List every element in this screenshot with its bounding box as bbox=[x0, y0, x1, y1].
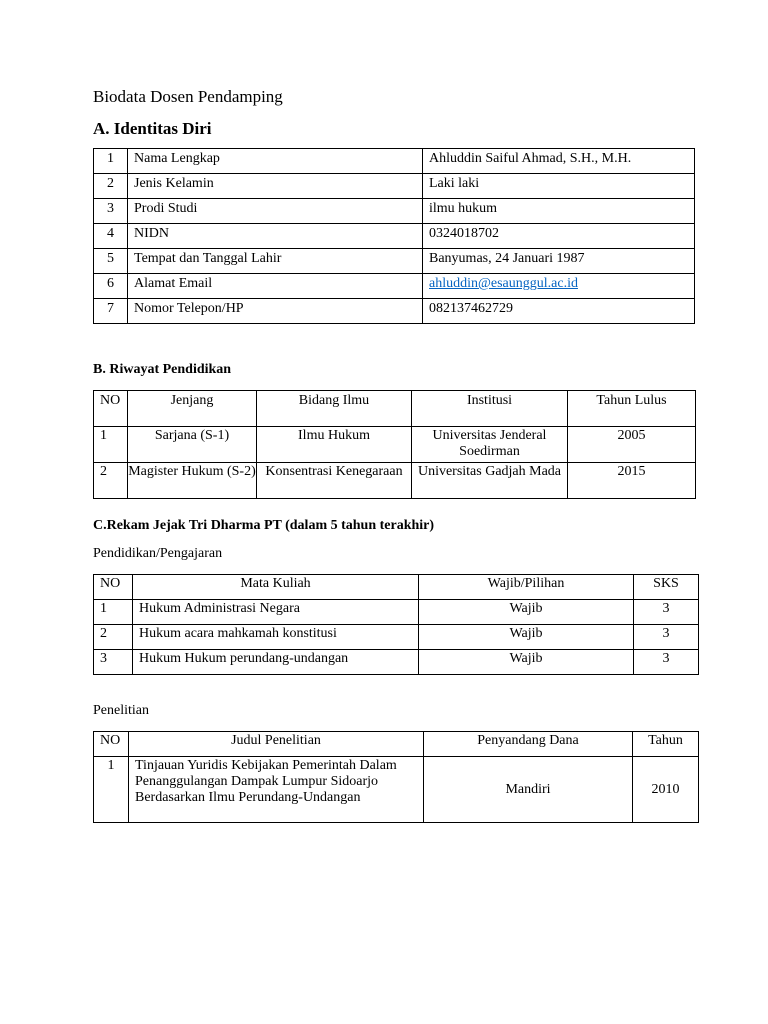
table-row: 1 Nama Lengkap Ahluddin Saiful Ahmad, S.H., M.H. bbox=[94, 149, 695, 174]
section-b-heading: B. Riwayat Pendidikan bbox=[93, 362, 232, 377]
table-row: 2 Magister Hukum (S-2) Konsentrasi Kenegaraan Universitas Gadjah Mada 2015 bbox=[94, 463, 696, 499]
teaching-subheading: Pendidikan/Pengajaran bbox=[93, 546, 223, 561]
identity-table bbox=[93, 148, 695, 324]
table-row: 1 Hukum Administrasi Negara Wajib 3 bbox=[94, 600, 699, 625]
section-a-heading: A. Identitas Diri bbox=[93, 119, 212, 138]
table-row: 3 Prodi Studi ilmu hukum bbox=[94, 199, 695, 224]
document-title: Biodata Dosen Pendamping bbox=[93, 87, 283, 106]
table-row: 1 Tinjauan Yuridis Kebijakan Pemerintah Dalam Penanggulangan Dampak Lumpur Sidoarjo Berdasarkan Ilmu Perundang-Undangan Mandiri 2010 bbox=[94, 757, 699, 823]
table-row: 6 Alamat Email ahluddin@esaunggul.ac.id bbox=[94, 274, 695, 299]
teaching-table bbox=[93, 574, 699, 675]
table-row: 5 Tempat dan Tanggal Lahir Banyumas, 24 Januari 1987 bbox=[94, 249, 695, 274]
email-link[interactable]: ahluddin@esaunggul.ac.id bbox=[429, 276, 578, 291]
table-row: 3 Hukum Hukum perundang-undangan Wajib 3 bbox=[94, 650, 699, 675]
research-table bbox=[93, 731, 699, 823]
table-row: 2 Jenis Kelamin Laki laki bbox=[94, 174, 695, 199]
table-header-row: NO Judul Penelitian Penyandang Dana Tahun bbox=[94, 732, 699, 757]
table-header-row: NO Jenjang Bidang Ilmu Institusi Tahun Lulus bbox=[94, 391, 696, 427]
section-c-heading: C.Rekam Jejak Tri Dharma PT (dalam 5 tahun terakhir) bbox=[93, 518, 435, 533]
table-header-row: NO Mata Kuliah Wajib/Pilihan SKS bbox=[94, 575, 699, 600]
research-subheading: Penelitian bbox=[93, 703, 149, 718]
table-row: 2 Hukum acara mahkamah konstitusi Wajib 3 bbox=[94, 625, 699, 650]
table-row: 4 NIDN 0324018702 bbox=[94, 224, 695, 249]
education-table bbox=[93, 390, 696, 499]
table-row: 7 Nomor Telepon/HP 082137462729 bbox=[94, 299, 695, 324]
table-row: 1 Sarjana (S-1) Ilmu Hukum Universitas Jenderal Soedirman 2005 bbox=[94, 427, 696, 463]
